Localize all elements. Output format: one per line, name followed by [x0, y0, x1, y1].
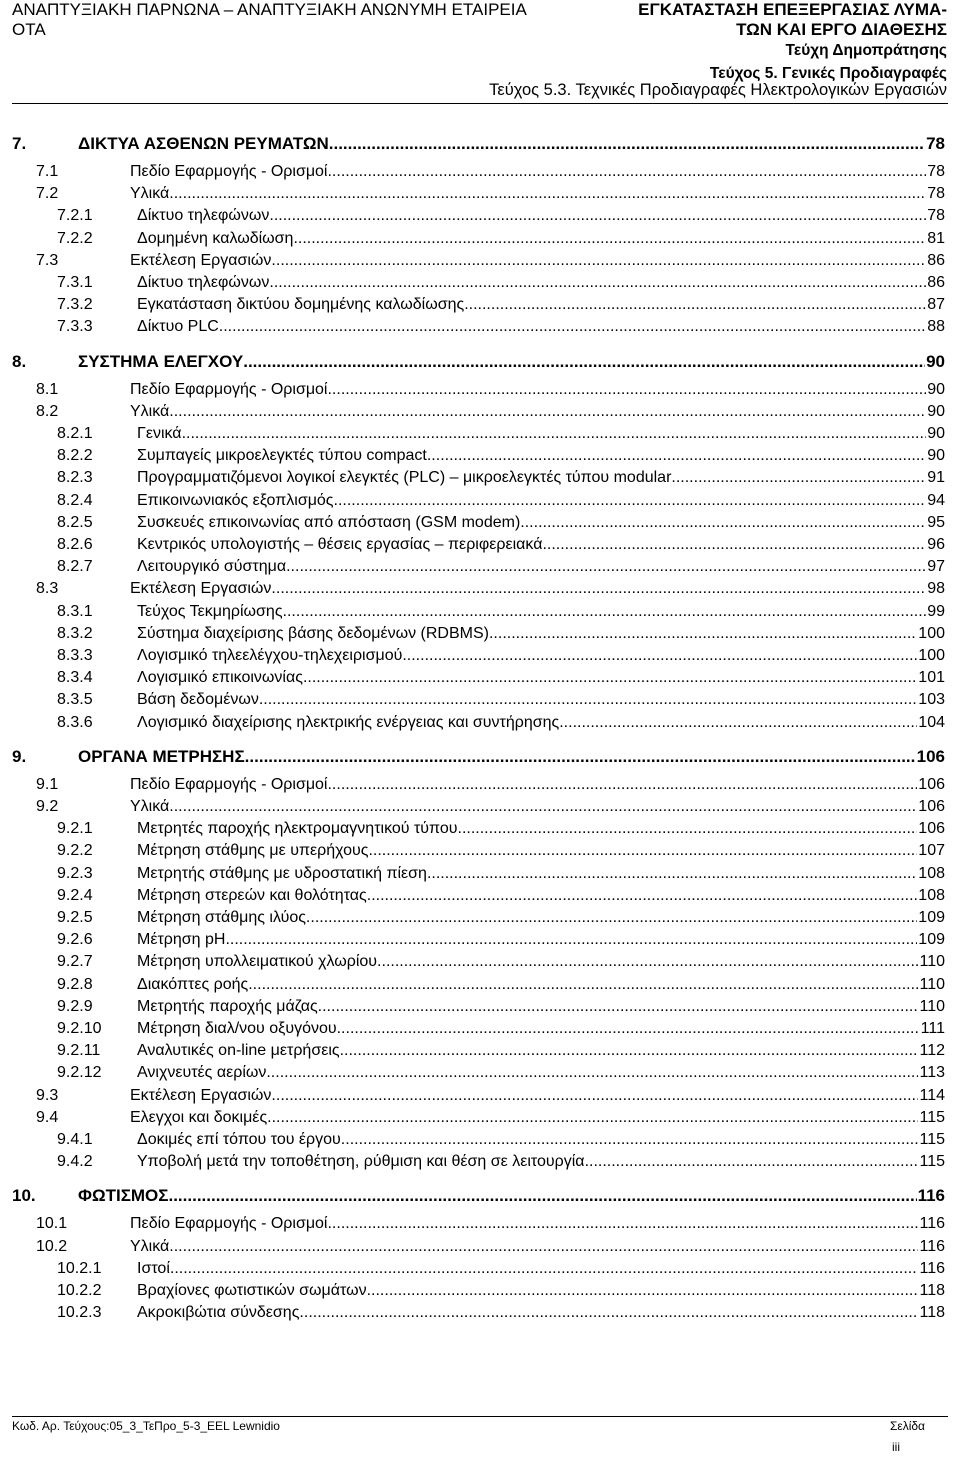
toc-entry-page: 78: [927, 163, 945, 180]
toc-entry-title: Πεδίο Εφαρμογής - Ορισμοί: [130, 775, 328, 793]
toc-entry-page: 90: [927, 425, 945, 442]
toc-leader: [299, 1304, 918, 1322]
toc-entry-title: Υλικά: [130, 798, 170, 815]
toc-entry[interactable]: [12, 134, 945, 154]
toc-entry-number: 8.2.6: [57, 536, 93, 553]
toc-entry-page: 116: [917, 1186, 945, 1206]
toc-entry-title: Ελεγχοι και δοκιμές: [130, 1108, 268, 1126]
toc-leader: [169, 798, 917, 816]
toc-entry[interactable]: [12, 669, 945, 689]
toc-entry-title: Διακόπτες ροής: [137, 975, 249, 993]
toc-entry-page: 106: [918, 820, 945, 838]
toc-entry-page: 78: [927, 185, 945, 203]
toc-entry-title: Πεδίο Εφαρμογής - Ορισμοί: [130, 1215, 328, 1233]
toc-entry[interactable]: [12, 580, 945, 600]
toc-entry-number: 10.: [12, 1186, 36, 1206]
toc-entry-page: 106: [916, 746, 945, 766]
toc-entry-page: 113: [919, 1064, 945, 1082]
toc-entry-title: Συσκευές επικοινωνίας από απόσταση (GSM modem): [137, 513, 521, 531]
toc-leader: [427, 447, 926, 465]
toc-entry[interactable]: [12, 1020, 945, 1040]
header-right: [587, 0, 947, 84]
toc-leader: [271, 1087, 918, 1105]
toc-entry-title: Πεδίο Εφαρμογής - Ορισμοί: [130, 380, 328, 398]
toc-entry-title: Υλικά: [130, 185, 170, 203]
toc-entry-title: Βραχίονες φωτιστικών σωμάτων: [137, 1282, 367, 1299]
toc-entry-page: 116: [919, 1259, 945, 1277]
toc-leader: [267, 1109, 918, 1127]
toc-entry-title: Μέτρηση υπολλειματικού χλωρίου: [137, 953, 378, 971]
toc-entry-title: Προγραμματιζόμενοι λογικοί ελεγκτές (PLC) – μικροελεγκτές τύπου modular: [137, 469, 672, 487]
toc-entry-page: 90: [927, 402, 945, 420]
toc-entry-title: Μέτρηση στάθμης ιλύος: [137, 909, 306, 926]
toc-entry-number: 9.2.5: [57, 909, 93, 926]
toc-entry[interactable]: [12, 953, 945, 973]
toc-leader: [243, 352, 925, 372]
toc-entry[interactable]: [12, 931, 945, 951]
page-label: Σελίδα: [889, 1419, 925, 1433]
toc-leader: [458, 820, 918, 838]
toc-leader: [259, 691, 917, 709]
header-divider: [12, 103, 948, 104]
toc-leader: [427, 865, 917, 883]
toc-entry-number: 10.2.2: [57, 1282, 102, 1299]
toc-leader: [367, 887, 918, 905]
toc-entry-title: Εγκατάσταση δικτύου δομημένης καλωδίωσης: [137, 296, 465, 314]
toc-entry-title: Εκτέλεση Εργασιών: [130, 580, 272, 598]
toc-entry[interactable]: [12, 1304, 945, 1324]
toc-entry-page: 110: [919, 975, 945, 993]
toc-entry[interactable]: [12, 887, 945, 907]
toc-entry-page: 118: [919, 1282, 945, 1299]
toc-entry-page: 86: [927, 251, 945, 269]
toc-leader: [219, 318, 926, 336]
toc-entry-title: Μέτρηση στερεών και θολότητας: [137, 886, 367, 904]
toc-entry-number: 8.2.5: [57, 513, 93, 531]
client-name: ΑΝΑΠΤΥΞΙΑΚΗ ΠΑΡΝΩΝΑ – ΑΝΑΠΤΥΞΙΑΚΗ ΑΝΩΝΥΜΗ ΕΤΑΙΡΕΙΑ: [12, 0, 527, 19]
toc-leader: [169, 185, 926, 203]
toc-entry[interactable]: [12, 976, 945, 996]
footer-divider: [12, 1416, 948, 1417]
toc-entry[interactable]: [12, 252, 945, 272]
toc-entry[interactable]: [12, 1215, 945, 1235]
toc-entry-page: 87: [927, 296, 945, 314]
toc-leader: [464, 296, 926, 314]
toc-entry-number: 8.2.4: [57, 491, 93, 509]
toc-entry-page: 86: [927, 274, 945, 291]
toc-entry-title: Μέτρηση στάθμης με υπερήχους: [137, 842, 369, 860]
toc-entry-page: 115: [919, 1131, 945, 1148]
toc-leader: [402, 647, 917, 665]
toc-entry-title: Κεντρικός υπολογιστής – θέσεις εργασίας – περιφερειακά: [137, 536, 543, 553]
toc-leader: [286, 558, 926, 576]
toc-entry-title: Βάση δεδομένων: [137, 691, 259, 709]
toc-entry-title: Λογισμικό τηλεελέγχου-τηλεχειρισμού: [137, 647, 403, 664]
toc-entry-number: 10.2.3: [57, 1304, 102, 1322]
toc-entry[interactable]: [12, 798, 945, 818]
toc-entry-page: 104: [918, 713, 945, 731]
toc-entry-page: 109: [918, 909, 945, 926]
toc-entry-page: 111: [920, 1020, 945, 1037]
toc-leader: [337, 1020, 920, 1038]
document-code: Κωδ. Αρ. Τεύχους:05_3_ΤεΠρο_5-3_EEL Lewnidio: [12, 1419, 280, 1433]
toc-entry-title: Σύστημα διαχείρισης βάσης δεδομένων (RDBMS): [137, 624, 489, 642]
header-left: [12, 0, 612, 40]
toc-entry[interactable]: [12, 1238, 945, 1258]
toc-entry-number: 8.3: [36, 580, 59, 598]
toc-leader: [585, 1153, 919, 1171]
toc-entry-title: Μέτρηση διαλ/νου οξυγόνου: [137, 1020, 337, 1037]
toc-leader: [341, 1131, 919, 1149]
toc-entry-page: 78: [926, 134, 945, 153]
page-number: iii: [892, 1440, 900, 1454]
toc-entry-number: 9.2.7: [57, 953, 93, 971]
toc-entry-number: 9.1: [36, 775, 59, 793]
toc-entry-page: 96: [927, 536, 945, 553]
toc-entry-title: Πεδίο Εφαρμογής - Ορισμοί: [130, 163, 328, 180]
toc-leader: [367, 1282, 919, 1300]
toc-entry-title: Δοκιμές επί τόπου του έργου: [137, 1131, 341, 1148]
toc-leader: [266, 1064, 918, 1082]
toc-entry-number: 9.4.2: [57, 1153, 93, 1171]
toc-entry-number: 7.3.3: [57, 318, 93, 336]
toc-entry[interactable]: [12, 1109, 945, 1129]
toc-entry-title: Ιστοί: [137, 1259, 170, 1277]
toc-entry[interactable]: [12, 625, 945, 645]
toc-leader: [329, 134, 925, 154]
toc-entry-number: 9.2.1: [57, 820, 93, 838]
toc-leader: [269, 274, 926, 292]
toc-entry-number: 7.3.2: [57, 296, 93, 314]
toc-entry[interactable]: [12, 514, 945, 534]
toc-entry-page: 103: [918, 691, 945, 709]
toc-entry-page: 100: [918, 647, 945, 664]
toc-entry-number: 7.2.1: [57, 207, 93, 225]
toc-entry-title: Δίκτυο τηλεφώνων: [137, 207, 270, 225]
toc-entry-title: Αναλυτικές on-line μετρήσεις: [137, 1042, 340, 1060]
toc-entry[interactable]: [12, 163, 945, 183]
toc-entry[interactable]: [12, 1260, 945, 1280]
toc-entry-title: ΣΥΣΤΗΜΑ ΕΛΕΓΧΟΥ: [78, 351, 244, 371]
toc-entry-page: 90: [927, 380, 945, 398]
toc-leader: [271, 252, 926, 270]
toc-entry-page: 110: [919, 997, 945, 1015]
toc-entry[interactable]: [12, 820, 945, 840]
toc-entry-title: Υποβολή μετά την τοποθέτηση, ρύθμιση και θέση σε λειτουργία: [137, 1153, 585, 1171]
toc-entry-title: Μετρητής στάθμης με υδροστατική πίεση: [137, 864, 427, 882]
toc-entry-number: 8.3.3: [57, 647, 93, 664]
toc-entry-page: 90: [927, 447, 945, 465]
toc-entry-title: Δίκτυο τηλεφώνων: [137, 274, 270, 291]
toc-entry-title: Τεύχος Τεκμηρίωσης: [137, 602, 283, 620]
toc-entry-title: ΦΩΤΙΣΜΟΣ: [78, 1186, 169, 1206]
toc-entry[interactable]: [12, 747, 945, 767]
toc-entry-number: 8.2.1: [57, 425, 93, 442]
toc-entry[interactable]: [12, 296, 945, 316]
toc-entry-number: 9.2.10: [57, 1020, 102, 1037]
toc-entry-title: Λογισμικό διαχείρισης ηλεκτρικής ενέργειας και συντήρησης: [137, 713, 560, 731]
toc-entry-page: 97: [927, 558, 945, 576]
toc-entry-page: 116: [919, 1215, 945, 1233]
toc-entry-number: 9.4.1: [57, 1131, 93, 1148]
toc-entry-page: 81: [927, 229, 945, 247]
toc-entry-title: Λογισμικό επικοινωνίας: [137, 669, 303, 687]
toc-entry-page: 106: [918, 775, 945, 793]
toc-entry[interactable]: [12, 909, 945, 929]
toc-leader: [225, 931, 917, 949]
toc-entry-title: Συμπαγείς μικροελεγκτές τύπου compact: [137, 447, 427, 465]
toc-entry-number: 10.2.1: [57, 1259, 102, 1277]
toc-entry-number: 9.2.11: [57, 1042, 101, 1060]
toc-leader: [303, 669, 917, 687]
toc-leader: [306, 909, 917, 927]
toc-entry-number: 9.2.2: [57, 842, 93, 860]
toc-entry[interactable]: [12, 1042, 945, 1062]
toc-entry[interactable]: [12, 425, 945, 445]
toc-entry[interactable]: [12, 1087, 945, 1107]
toc-entry-number: 9.: [12, 746, 27, 766]
toc-entry-number: 9.2: [36, 798, 59, 815]
toc-entry-number: 7.: [12, 134, 27, 153]
volume-title: Τεύχος 5. Γενικές Προδιαγραφές: [709, 65, 947, 82]
toc-entry[interactable]: [12, 1282, 945, 1302]
toc-entry-title: Λειτουργικό σύστημα: [137, 558, 287, 576]
toc-entry-title: Εκτέλεση Εργασιών: [130, 251, 272, 269]
toc-entry-page: 114: [919, 1086, 945, 1104]
toc-leader: [248, 976, 918, 994]
toc-entry-number: 8.3.5: [57, 691, 93, 709]
project-title-cont: ΤΩΝ ΚΑΙ ΕΡΓΟ ΔΙΑΘΕΣΗΣ: [736, 20, 947, 39]
toc-leader: [327, 381, 926, 399]
toc-entry-number: 8.1: [36, 380, 59, 398]
toc-leader: [327, 1215, 918, 1233]
toc-leader: [489, 625, 917, 643]
toc-entry-page: 118: [919, 1304, 945, 1322]
project-title: ΕΓΚΑΤΑΣΤΑΣΗ ΕΠΕΞΕΡΓΑΣΙΑΣ ΛΥΜΑ-: [638, 0, 947, 19]
toc-entry-number: 9.3: [36, 1086, 59, 1104]
toc-entry-page: 78: [927, 207, 945, 225]
toc-entry[interactable]: [12, 536, 945, 556]
toc-entry[interactable]: [12, 403, 945, 423]
toc-entry-number: 10.2: [36, 1237, 68, 1255]
toc-entry-title: Μέτρηση pH: [137, 931, 226, 949]
toc-entry-page: 106: [918, 798, 945, 815]
toc-entry-number: 7.1: [36, 163, 59, 180]
toc-leader: [559, 714, 917, 732]
toc-entry[interactable]: [12, 447, 945, 467]
toc-leader: [327, 776, 917, 794]
toc-entry-page: 95: [927, 513, 945, 531]
toc-entry-number: 7.3: [36, 251, 59, 269]
toc-leader: [169, 403, 926, 421]
toc-entry-page: 101: [918, 669, 945, 687]
toc-entry-page: 108: [918, 886, 945, 904]
toc-leader: [271, 580, 926, 598]
toc-entry-page: 94: [927, 491, 945, 509]
toc-entry[interactable]: [12, 492, 945, 512]
toc-entry-title: Δίκτυο PLC: [137, 318, 219, 336]
toc-entry-number: 8.3.2: [57, 624, 93, 642]
toc-leader: [170, 1260, 919, 1278]
toc-entry-page: 91: [927, 469, 945, 487]
toc-entry-title: Επικοινωνιακός εξοπλισμός: [137, 491, 334, 509]
toc-entry[interactable]: [12, 352, 945, 372]
toc-entry-page: 108: [918, 864, 945, 882]
toc-entry[interactable]: [12, 647, 945, 667]
toc-entry-title: Ακροκιβώτια σύνδεσης: [137, 1304, 300, 1322]
toc-entry[interactable]: [12, 714, 945, 734]
toc-entry[interactable]: [12, 691, 945, 711]
toc-entry-page: 100: [918, 624, 945, 642]
toc-entry-page: 90: [926, 351, 945, 371]
toc-entry-page: 99: [927, 602, 945, 620]
toc-entry[interactable]: [12, 207, 945, 227]
toc-entry-page: 88: [927, 318, 945, 336]
toc-leader: [377, 953, 918, 971]
toc-entry-number: 8.2: [36, 402, 59, 420]
tender-docs: Τεύχη Δημοπράτησης: [785, 42, 947, 59]
toc-leader: [327, 163, 926, 181]
toc-entry-number: 8.3.4: [57, 669, 93, 687]
toc-leader: [169, 1238, 918, 1256]
toc-entry-page: 116: [919, 1237, 945, 1255]
toc-entry-number: 7.2.2: [57, 229, 93, 247]
toc-entry[interactable]: [12, 558, 945, 578]
toc-entry[interactable]: [12, 1131, 945, 1151]
toc-entry[interactable]: [12, 185, 945, 205]
toc-leader: [671, 469, 926, 487]
toc-leader: [269, 207, 926, 225]
toc-entry-page: 115: [919, 1108, 945, 1126]
toc-leader: [245, 747, 916, 767]
toc-entry[interactable]: [12, 274, 945, 294]
toc-entry[interactable]: [12, 1186, 945, 1206]
toc-entry[interactable]: [12, 469, 945, 489]
toc-entry-number: 8.3.6: [57, 713, 93, 731]
toc-entry-number: 8.2.7: [57, 558, 93, 576]
toc-entry[interactable]: [12, 603, 945, 623]
toc-entry-page: 98: [927, 580, 945, 598]
toc-entry-number: 9.2.9: [57, 997, 93, 1015]
toc-entry-number: 8.2.2: [57, 447, 93, 465]
toc-entry-title: Υλικά: [130, 1237, 170, 1255]
toc-leader: [368, 842, 917, 860]
toc-entry-title: Μετρητές παροχής ηλεκτρομαγνητικού τύπου: [137, 820, 458, 838]
toc-entry-number: 7.2: [36, 185, 59, 203]
toc-leader: [182, 425, 927, 443]
toc-entry[interactable]: [12, 230, 945, 250]
toc-entry[interactable]: [12, 1064, 945, 1084]
toc-entry-number: 8.: [12, 351, 27, 371]
toc-leader: [340, 1042, 919, 1060]
toc-entry-number: 9.4: [36, 1108, 59, 1126]
toc-leader: [318, 998, 919, 1016]
toc-entry-number: 8.2.3: [57, 469, 93, 487]
toc-entry-title: Υλικά: [130, 402, 170, 420]
toc-leader: [334, 492, 927, 510]
toc-entry[interactable]: [12, 776, 945, 796]
toc-entry-number: 9.2.12: [57, 1064, 102, 1082]
toc-entry-page: 112: [919, 1042, 945, 1060]
toc-entry-number: 9.2.3: [57, 864, 93, 882]
toc-entry-title: Ανιχνευτές αερίων: [137, 1064, 267, 1082]
toc-entry[interactable]: [12, 842, 945, 862]
toc-leader: [168, 1186, 916, 1206]
toc-entry-number: 8.3.1: [57, 602, 93, 620]
toc-leader: [283, 603, 927, 621]
toc-entry[interactable]: [12, 1153, 945, 1173]
toc-entry-number: 9.2.4: [57, 886, 93, 904]
toc-leader: [293, 230, 926, 248]
subvolume-title: Τεύχος 5.3. Τεχνικές Προδιαγραφές Ηλεκτρολογικών Εργασιών: [489, 81, 947, 99]
toc-entry[interactable]: [12, 381, 945, 401]
toc-entry-title: Γενικά: [137, 425, 182, 442]
toc-entry-title: Εκτέλεση Εργασιών: [130, 1086, 272, 1104]
toc-leader: [520, 514, 926, 532]
toc-entry-page: 115: [919, 1153, 945, 1171]
client-name-cont: ΟΤΑ: [12, 20, 46, 39]
toc-entry-title: Δομημένη καλωδίωση: [137, 229, 294, 247]
toc-entry-number: 7.3.1: [57, 274, 93, 291]
toc-entry-title: ΔΙΚΤΥΑ ΑΣΘΕΝΩΝ ΡΕΥΜΑΤΩΝ: [78, 134, 329, 153]
toc-entry-page: 110: [919, 953, 945, 971]
toc-entry-number: 10.1: [36, 1215, 68, 1233]
toc-entry-title: Μετρητής παροχής μάζας: [137, 997, 318, 1015]
toc-entry-number: 9.2.6: [57, 931, 93, 949]
toc-entry-number: 9.2.8: [57, 975, 93, 993]
toc-leader: [542, 536, 926, 554]
toc-entry[interactable]: [12, 318, 945, 338]
toc-entry[interactable]: [12, 865, 945, 885]
toc-entry-page: 107: [918, 842, 945, 860]
toc-entry-title: ΟΡΓΑΝΑ ΜΕΤΡΗΣΗΣ: [78, 746, 245, 766]
toc-entry[interactable]: [12, 998, 945, 1018]
toc-entry-page: 109: [918, 931, 945, 949]
